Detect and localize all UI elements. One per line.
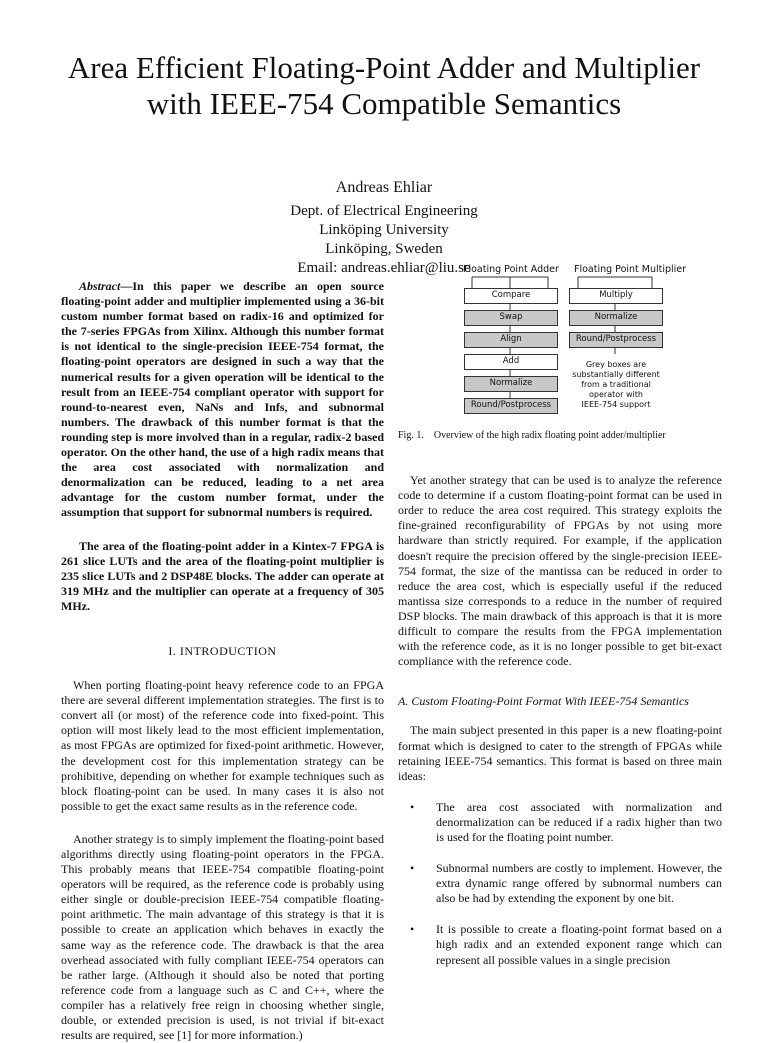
mult-multiply-box: Multiply: [569, 288, 663, 304]
abstract-text-1: —In this paper we describe an open source floating-point adder and multiplier implemented using a 36-bit custom number format based on radix-16 and optimized for the 7-series FPGAs from Xilinx. Although this number format is not identical to the single-precision IEEE-754 format, the floating-point operators are designed in such a way that the numerical results for a given operation will be identical to the result from an IEEE-754 compliant operator with support for round-to-nearest even, NaNs and Infs, and subnormal numbers. The drawback of this number format is that the rounding step is more involved than in a regular, radix-2 based operator. On the other hand, the use of a high radix means that the area cost associated with normalization and denormalization can be reduced, leading to a net area advantage for the custom number format, under the assumption that support for subnormal numbers is required.: [61, 279, 384, 520]
mult-round-box: Round/Postprocess: [569, 332, 663, 348]
author-city: Linköping, Sweden: [325, 241, 443, 257]
section-heading-introduction: I. INTRODUCTION: [168, 643, 277, 658]
abstract-paragraph-2: The area of the floating-point adder in a Kintex-7 FPGA is 261 slice LUTs and the area of the floating-point multiplier is 235 slice LUTs and 2 DSP48E blocks. The adder can operate at 319 MHz and the multiplier can operate at a frequency of 305 MHz.: [61, 538, 384, 613]
list-item: • Subnormal numbers are costly to implement. However, the extra dynamic range offered by subnormal numbers can also be had by extending the exponent by one bit.: [398, 861, 722, 906]
abstract-paragraph-1: [61, 279, 384, 521]
figure-1-diagram: [398, 262, 722, 410]
adder-align-box: Align: [464, 332, 558, 348]
adder-header: Floating Point Adder: [463, 264, 559, 275]
adder-compare-box: Compare: [464, 288, 558, 304]
subsection-heading: A. Custom Floating-Point Format With IEEE-754 Semantics: [398, 694, 689, 709]
adder-normalize-box: Normalize: [464, 376, 558, 392]
figure-note: Grey boxes are substantially different from a traditional operator with IEEE-754 support: [572, 360, 660, 409]
abstract-label: Abstract: [79, 279, 121, 293]
intro-paragraph-2: Another strategy is to simply implement the floating-point based algorithms directly using floating-point operators in the FPGA. This probably means that IEEE-754 compatible floating-point operators will be required, as the reference code is probably using either single or double-precision IEEE-754 compatible floating-point arithmetic. The main advantage of this strategy is that it is possible to create an application which behaves in exactly the same way as the reference code. The drawback is that the area overhead associated with fully compliant IEEE-754 operators can be rather large. (Although it should also be noted that porting reference code from a language such as C and C++, where the compiler has a relatively free reign in choosing whether single, double, or extended precision is used, is not trivial if bit-exact results are required, see [1] for more information.): [61, 831, 384, 1043]
right-paragraph-2: The main subject presented in this paper is a new floating-point format which is designed to cater to the strength of FPGAs while retaining IEEE-754 semantics. This format is based on three main ideas:: [398, 723, 722, 783]
ideas-list: [398, 800, 722, 968]
mult-normalize-box: Normalize: [569, 310, 663, 326]
figure-caption-label: Fig. 1.: [398, 430, 424, 441]
left-column: [61, 279, 384, 1043]
adder-add-box: Add: [464, 354, 558, 370]
author-email: Email: andreas.ehliar@liu.se: [297, 260, 471, 276]
author-name: Andreas Ehliar: [335, 179, 433, 196]
list-item: • The area cost associated with normalization and denormalization can be reduced if a radix higher than two is used for the floating point number.: [398, 800, 722, 845]
adder-round-box: Round/Postprocess: [464, 398, 558, 414]
author-dept: Dept. of Electrical Engineering: [290, 203, 478, 219]
paper-title: [0, 50, 768, 122]
right-column: [398, 262, 722, 968]
adder-swap-box: Swap: [464, 310, 558, 326]
author-university: Linköping University: [319, 222, 449, 238]
title-line-1: Area Efficient Floating-Point Adder and Multiplier: [67, 50, 701, 85]
title-line-2: with IEEE-754 Compatible Semantics: [146, 86, 622, 121]
multiplier-header: Floating Point Multiplier: [574, 264, 687, 275]
figure-caption: [398, 428, 722, 443]
right-paragraph-1: Yet another strategy that can be used is to analyze the reference code to determine if a custom floating-point format can be used in order to reduce the area cost required. This strategy exploits the fine-grained reconfigurability of FPGAs by not using more hardware than strictly required. For example, if the application doesn't require the precision offered by the single-precision IEEE-754 format, the size of the mantissa can be reduced in order to reduce the area cost, which is especially useful if the reduced mantissa size corresponds to a reduce in the number of required DSP blocks. The main drawback of this approach is that it is more difficult to compare the results from the FPGA implementation with the reference code, as it is no longer possible to get bit-exact compliance with the reference code.: [398, 473, 722, 669]
list-item: • It is possible to create a floating-point format based on a high radix and an extended exponent range which can represent all possible values in a single precision: [398, 922, 722, 967]
figure-connector-lines: [398, 262, 722, 412]
intro-paragraph-1: When porting floating-point heavy reference code to an FPGA there are several different implementation strategies. The first is to convert all (or most) of the reference code into fixed-point. This option will most likely lead to the most efficient implementation, as most FPGAs are optimized for fixed-point arithmetic. However, the development cost for this implementation strategy can be prohibitive, depending on whether for example techniques such as block floating-point can be used. In many cases it is also not possible to get the exact same results as in the reference code.: [61, 678, 384, 813]
figure-caption-text: Overview of the high radix floating point adder/multiplier: [433, 430, 666, 441]
